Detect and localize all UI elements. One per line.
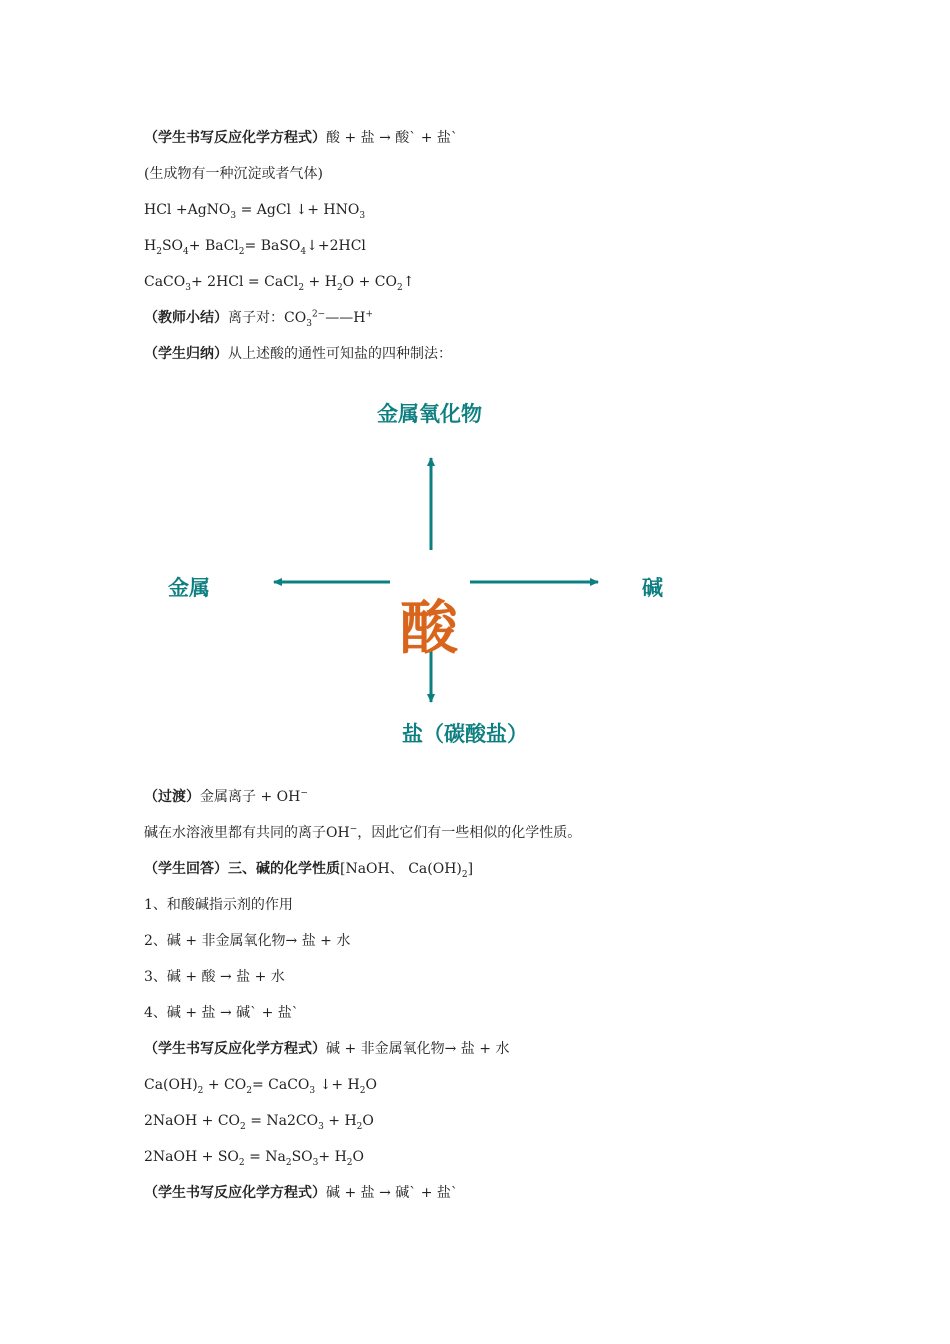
equation: 2NaOH + $SO_2 = Na_2SO_3+ H_2O$ (144, 1149, 365, 1168)
text-line: 碱在水溶液里都有共同的离子OH−，因此它们有一些相似的化学性质。 (144, 824, 582, 841)
tag: （学生回答）三、碱的化学性质 (144, 861, 340, 877)
tag: （学生归纳） (144, 346, 228, 362)
text-line: （学生回答）三、碱的化学性质[NaOH、 $Ca(OH)_2$] (144, 861, 474, 880)
tag: （教师小结） (144, 310, 228, 326)
equation: CaCO$_3$+ 2HCl = CaCl$_2$ + $H_2O$ + $CO_2↑$ (144, 274, 415, 293)
list-item: 1、和酸碱指示剂的作用 (144, 897, 293, 913)
text-line: （学生书写反应化学方程式）碱 + 盐 → 碱` + 盐` (144, 1185, 458, 1201)
list-item: 2、碱 + 非金属氧化物→ 盐 + 水 (144, 933, 351, 949)
tag: （学生书写反应化学方程式） (144, 1041, 326, 1057)
equation: $Ca(OH)_2 + CO_2=$ CaCO$_3$ ↓+ $H_2O$ (144, 1077, 377, 1096)
list-item: 3、碱 + 酸 → 盐 + 水 (144, 969, 285, 985)
tag: （学生书写反应化学方程式） (144, 130, 326, 146)
diagram-label-right: 碱 (642, 576, 663, 600)
diagram-center-acid: 酸 (400, 594, 459, 662)
equation: $H_2SO_4+$ BaCl$_2$= BaSO$_4$↓+2HCl (144, 238, 366, 257)
equation: HCl +AgNO$_3$ = AgCl ↓+ $HNO_3$ (144, 202, 366, 221)
text-line: （过渡）金属离子 + OH− (144, 788, 308, 805)
line-text: 从上述酸的通性可知盐的四种制法： (228, 346, 452, 362)
tag: （学生书写反应化学方程式） (144, 1185, 326, 1201)
diagram-label-bottom: 盐（碳酸盐） (402, 722, 528, 746)
line-text: 酸 + 盐 → 酸` + 盐` (326, 130, 458, 146)
text-line: （学生书写反应化学方程式）碱 + 非金属氧化物→ 盐 + 水 (144, 1041, 510, 1057)
diagram-label-left: 金属 (168, 576, 210, 600)
equation: 2NaOH + $CO_2 = Na2CO_3 + H_2O$ (144, 1113, 374, 1132)
tag: （过渡） (144, 789, 200, 805)
list-item: 4、碱 + 盐 → 碱` + 盐` (144, 1005, 299, 1021)
line-text: (生成物有一种沉淀或者气体) (144, 166, 323, 182)
diagram-label-top: 金属氧化物 (377, 402, 482, 426)
text-line: （教师小结）离子对：$CO_3^{2-}——H^+$ (144, 309, 373, 329)
